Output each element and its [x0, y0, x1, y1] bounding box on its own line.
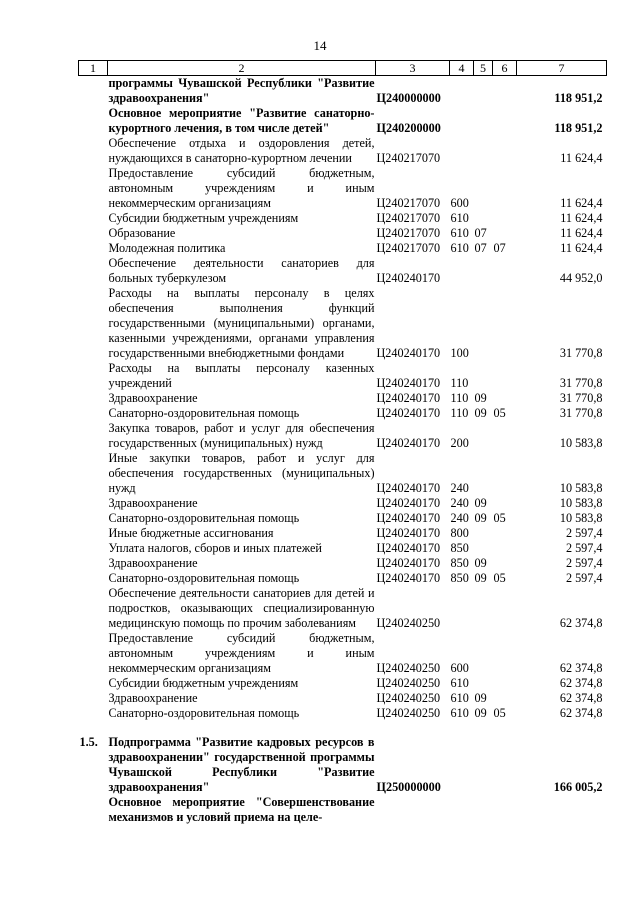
table-row [79, 631, 607, 676]
target-code: Ц240240250 [376, 691, 441, 705]
item-name: Иные бюджетные ассигнования [108, 526, 274, 540]
empty-cell [376, 721, 450, 735]
table-body [79, 76, 607, 826]
amount: 2 597,4 [565, 571, 603, 585]
amount: 118 951,2 [554, 121, 603, 135]
amount: 11 624,4 [560, 226, 603, 240]
amount: 31 770,8 [559, 346, 603, 360]
table-row [79, 106, 607, 136]
expense-type: 240 [450, 511, 469, 525]
expense-type: 240 [450, 496, 469, 510]
section-code [474, 586, 493, 631]
table-row [79, 691, 607, 706]
spacer-row [79, 721, 607, 735]
target-code: Ц240240170 [376, 481, 441, 495]
target-code: Ц240217070 [376, 151, 441, 165]
amount: 62 374,8 [559, 661, 603, 675]
expense-type: 110 [450, 391, 469, 405]
amount: 11 624,4 [560, 241, 603, 255]
subsection-code: 05 [493, 511, 506, 525]
section-code [474, 735, 493, 795]
subsection-code [493, 556, 517, 571]
section-number [79, 166, 108, 211]
expense-type: 200 [450, 436, 469, 450]
amount: 2 597,4 [565, 556, 603, 570]
section-number [79, 256, 108, 286]
subsection-code [493, 361, 517, 391]
amount: 10 583,8 [559, 481, 603, 495]
item-name: Предоставление субсидий бюджетным, автономным учреждениям и иным некоммерческим организациям [108, 631, 375, 675]
item-name: Подпрограмма "Развитие кадровых ресурсов в здравоохранении" государственной программы Чувашской Республики "Развитие здравоохранения" [108, 735, 375, 794]
item-name: Здравоохранение [108, 556, 198, 570]
target-code [376, 795, 450, 825]
target-code: Ц240217070 [376, 196, 441, 210]
page-number: 14 [313, 38, 327, 53]
target-code: Ц240240170 [376, 511, 441, 525]
expense-type [450, 106, 474, 136]
section-number [79, 391, 108, 406]
section-number [79, 451, 108, 496]
section-number [79, 406, 108, 421]
table-row [79, 136, 607, 166]
section-number [79, 706, 108, 721]
section-code [474, 106, 493, 136]
subsection-code [493, 106, 517, 136]
section-number [79, 676, 108, 691]
item-name: Уплата налогов, сборов и иных платежей [108, 541, 322, 555]
item-name: Образование [108, 226, 176, 240]
expense-type: 610 [450, 211, 469, 225]
section-number [79, 496, 108, 511]
expense-type: 800 [450, 526, 469, 540]
target-code: Ц240240170 [376, 541, 441, 555]
section-code [474, 526, 493, 541]
item-name: Расходы на выплаты персоналу казенных учреждений [108, 361, 375, 390]
section-number [79, 136, 108, 166]
section-number [79, 511, 108, 526]
target-code: Ц240200000 [376, 121, 441, 135]
subsection-code: 05 [493, 706, 506, 720]
expense-type: 850 [450, 556, 469, 570]
subsection-code [493, 256, 517, 286]
amount: 11 624,4 [560, 211, 603, 225]
amount: 118 951,2 [554, 91, 603, 105]
subsection-code [493, 211, 517, 226]
subsection-code: 05 [493, 406, 506, 420]
section-code [474, 136, 493, 166]
section-number [79, 286, 108, 361]
target-code: Ц240240250 [376, 676, 441, 690]
target-code: Ц240217070 [376, 226, 441, 240]
section-code: 09 [474, 511, 487, 525]
subsection-code [493, 421, 517, 451]
item-name: Санаторно-оздоровительная помощь [108, 406, 300, 420]
section-code [474, 795, 493, 825]
target-code: Ц240240170 [376, 571, 441, 585]
section-code: 09 [474, 691, 487, 705]
section-code [474, 451, 493, 496]
target-code: Ц240240250 [376, 706, 441, 720]
amount: 62 374,8 [559, 706, 603, 720]
target-code: Ц240217070 [376, 241, 441, 255]
item-name: Здравоохранение [108, 391, 198, 405]
empty-cell [493, 721, 517, 735]
section-number [79, 795, 108, 825]
table-row [79, 361, 607, 391]
section-number [79, 211, 108, 226]
target-code: Ц240000000 [376, 91, 441, 105]
table-row [79, 511, 607, 526]
amount: 11 624,4 [560, 151, 603, 165]
section-code [474, 421, 493, 451]
table-row [79, 586, 607, 631]
col-header-7: 7 [517, 61, 607, 76]
subsection-code [493, 691, 517, 706]
target-code: Ц240240170 [376, 496, 441, 510]
col-header-2: 2 [108, 61, 376, 76]
target-code: Ц250000000 [376, 780, 441, 794]
section-code [474, 541, 493, 556]
amount: 31 770,8 [559, 391, 603, 405]
amount: 31 770,8 [559, 406, 603, 420]
table-row [79, 391, 607, 406]
table-row [79, 676, 607, 691]
amount: 166 005,2 [553, 780, 603, 794]
table-row [79, 286, 607, 361]
amount: 2 597,4 [565, 541, 603, 555]
item-name: Основное мероприятие "Совершенствование механизмов и условий приема на целе- [108, 795, 375, 824]
expense-type: 610 [450, 691, 469, 705]
section-number [79, 76, 108, 107]
table-row [79, 496, 607, 511]
item-name: Предоставление субсидий бюджетным, автономным учреждениям и иным некоммерческим организациям [108, 166, 375, 210]
section-code [474, 361, 493, 391]
subsection-code [493, 586, 517, 631]
subsection-code [493, 226, 517, 241]
target-code: Ц240240170 [376, 391, 441, 405]
section-number [79, 691, 108, 706]
section-code: 09 [474, 391, 487, 405]
item-name: программы Чувашской Республики "Развитие здравоохранения" [108, 76, 375, 105]
target-code: Ц240240250 [376, 661, 441, 675]
table-row [79, 256, 607, 286]
item-name: Обеспечение отдыха и оздоровления детей, нуждающихся в санаторно-курортном лечении [108, 136, 375, 165]
empty-cell [517, 721, 607, 735]
item-name: Обеспечение деятельности санаториев для детей и подростков, оказывающих специализированную медицинскую помощь по прочим заболеваниям [108, 586, 375, 630]
col-header-4: 4 [450, 61, 474, 76]
expense-type: 610 [450, 226, 469, 240]
subsection-code [493, 676, 517, 691]
item-name: Основное мероприятие "Развитие санаторно-курортного лечения, в том числе детей" [108, 106, 375, 135]
item-name: Санаторно-оздоровительная помощь [108, 706, 300, 720]
section-code: 09 [474, 571, 487, 585]
expense-type [450, 76, 474, 107]
subsection-code [493, 795, 517, 825]
target-code: Ц240240170 [376, 556, 441, 570]
target-code: Ц240240170 [376, 526, 441, 540]
item-name: Санаторно-оздоровительная помощь [108, 571, 300, 585]
table-row [79, 421, 607, 451]
amount: 44 952,0 [559, 271, 603, 285]
item-name: Субсидии бюджетным учреждениям [108, 211, 299, 225]
table-row [79, 451, 607, 496]
section-code [474, 76, 493, 107]
target-code: Ц240240170 [376, 376, 441, 390]
expense-type: 600 [450, 661, 469, 675]
subsection-code: 07 [493, 241, 506, 255]
section-code: 09 [474, 496, 487, 510]
section-code: 09 [474, 556, 487, 570]
expense-type: 850 [450, 541, 469, 555]
amount: 10 583,8 [559, 496, 603, 510]
item-name: Здравоохранение [108, 691, 198, 705]
amount: 62 374,8 [559, 691, 603, 705]
section-number [79, 106, 108, 136]
amount: 62 374,8 [559, 676, 603, 690]
amount: 2 597,4 [565, 526, 603, 540]
target-code: Ц240240170 [376, 436, 441, 450]
item-name: Молодежная политика [108, 241, 226, 255]
table-row [79, 556, 607, 571]
col-header-6: 6 [493, 61, 517, 76]
item-name: Расходы на выплаты персоналу в целях обеспечения выполнения функций государственными (муниципальными) органами, казенными учреждениями, органами управления государственными внебюджетными фондами [108, 286, 375, 360]
section-code [474, 166, 493, 211]
section-code [474, 286, 493, 361]
subsection-code [493, 526, 517, 541]
item-name: Иные закупки товаров, работ и услуг для обеспечения государственных (муниципальных) нужд [108, 451, 375, 495]
section-number [79, 226, 108, 241]
expense-type: 610 [450, 706, 469, 720]
expense-type [450, 735, 474, 795]
expense-type: 110 [450, 406, 469, 420]
section-code [474, 256, 493, 286]
empty-cell [474, 721, 493, 735]
col-header-3: 3 [376, 61, 450, 76]
section-code [474, 211, 493, 226]
amount: 62 374,8 [559, 616, 603, 630]
target-code: Ц240240170 [376, 271, 441, 285]
section-number [79, 586, 108, 631]
empty-cell [450, 721, 474, 735]
table-row [79, 241, 607, 256]
subsection-code [493, 76, 517, 107]
expense-type: 110 [450, 376, 469, 390]
section-number [79, 526, 108, 541]
table-row [79, 795, 607, 825]
item-name: Обеспечение деятельности санаториев для больных туберкулезом [108, 256, 375, 285]
subsection-code [493, 391, 517, 406]
subsection-code [493, 496, 517, 511]
section-code: 07 [474, 241, 487, 255]
subsection-code [493, 451, 517, 496]
target-code: Ц240240170 [376, 346, 441, 360]
expense-type [450, 256, 474, 286]
empty-cell [108, 721, 376, 735]
section-number [79, 631, 108, 676]
amount: 10 583,8 [559, 511, 603, 525]
table-row [79, 406, 607, 421]
section-number [79, 556, 108, 571]
section-number [79, 241, 108, 256]
section-number [79, 361, 108, 391]
item-name: Закупка товаров, работ и услуг для обеспечения государственных (муниципальных) нужд [108, 421, 375, 450]
table-row [79, 735, 607, 795]
expense-type: 850 [450, 571, 469, 585]
amount [517, 795, 607, 825]
target-code: Ц240217070 [376, 211, 441, 225]
amount: 10 583,8 [559, 436, 603, 450]
amount: 31 770,8 [559, 376, 603, 390]
column-number-header [79, 61, 607, 76]
table-row [79, 571, 607, 586]
table-row [79, 211, 607, 226]
table-row [79, 541, 607, 556]
col-header-5: 5 [474, 61, 493, 76]
table-row [79, 526, 607, 541]
expense-type [450, 795, 474, 825]
item-name: Здравоохранение [108, 496, 198, 510]
expense-type: 610 [450, 676, 469, 690]
section-number [79, 571, 108, 586]
subsection-code [493, 136, 517, 166]
item-name: Санаторно-оздоровительная помощь [108, 511, 300, 525]
expense-type: 610 [450, 241, 469, 255]
empty-cell [79, 721, 108, 735]
subsection-code [493, 735, 517, 795]
target-code: Ц240240250 [376, 616, 441, 630]
section-number [79, 541, 108, 556]
subsection-code: 05 [493, 571, 506, 585]
expense-type: 600 [450, 196, 469, 210]
section-number: 1.5. [79, 735, 98, 749]
section-code [474, 631, 493, 676]
subsection-code [493, 631, 517, 676]
table-row [79, 706, 607, 721]
amount: 11 624,4 [560, 196, 603, 210]
subsection-code [493, 541, 517, 556]
table-row [79, 76, 607, 107]
subsection-code [493, 166, 517, 211]
expense-type: 240 [450, 481, 469, 495]
subsection-code [493, 286, 517, 361]
col-header-1: 1 [79, 61, 108, 76]
section-code: 07 [474, 226, 487, 240]
item-name: Субсидии бюджетным учреждениям [108, 676, 299, 690]
section-code [474, 676, 493, 691]
section-code: 09 [474, 706, 487, 720]
target-code: Ц240240170 [376, 406, 441, 420]
expense-type [450, 586, 474, 631]
section-number [79, 421, 108, 451]
table-row [79, 166, 607, 211]
section-code: 09 [474, 406, 487, 420]
budget-table [78, 60, 607, 825]
expense-type [450, 136, 474, 166]
expense-type: 100 [450, 346, 469, 360]
table-row [79, 226, 607, 241]
